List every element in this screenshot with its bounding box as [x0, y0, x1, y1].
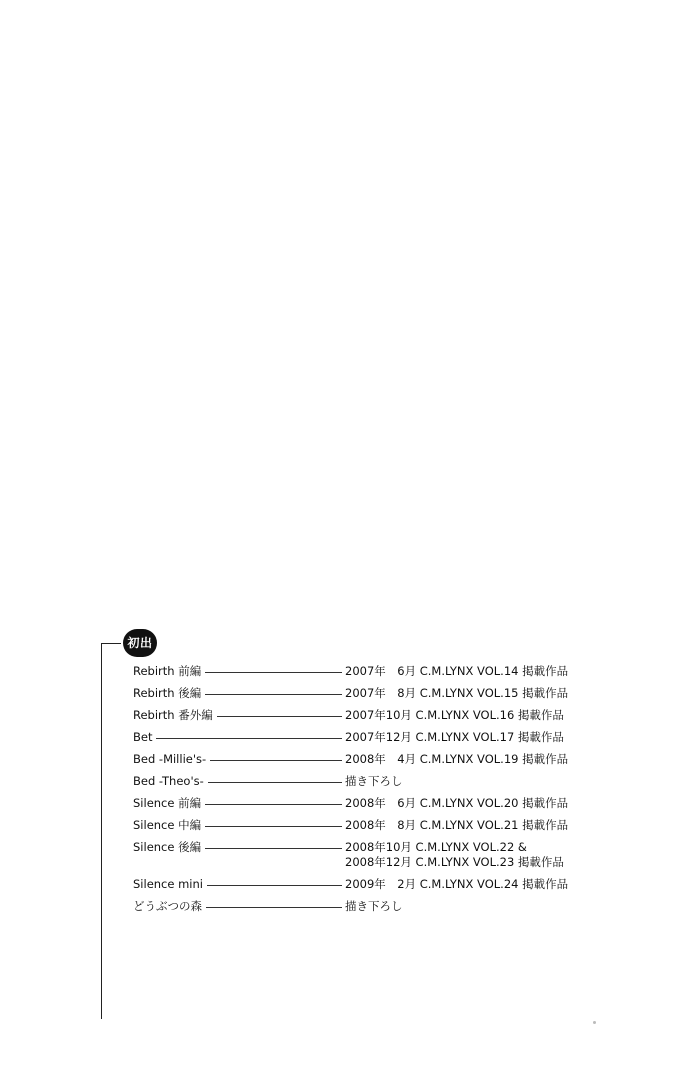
- publication-info: [345, 899, 573, 914]
- leader-line: [205, 848, 342, 849]
- work-title: Rebirth 後編: [133, 686, 202, 700]
- publication-entry: [133, 752, 573, 767]
- first-publication-heading: 初出: [123, 629, 157, 657]
- work-title: Bet: [133, 730, 153, 744]
- publication-info-line: 2008年12月 C.M.LYNX VOL.23 掲載作品: [345, 855, 564, 869]
- publication-info: [345, 774, 573, 789]
- publication-info: [345, 686, 573, 701]
- publication-entry: [133, 774, 573, 789]
- work-title: どうぶつの森: [133, 899, 202, 913]
- bracket-top-line: [101, 643, 121, 644]
- publication-list: [133, 664, 573, 921]
- publication-entry: [133, 664, 573, 679]
- work-title: Bed -Theo's-: [133, 774, 204, 788]
- leader-line: [206, 907, 342, 908]
- publication-entry: [133, 708, 573, 723]
- publication-entry: [133, 818, 573, 833]
- leader-line: [208, 782, 342, 783]
- publication-info: [345, 796, 573, 811]
- publication-info-line: 2008年 8月 C.M.LYNX VOL.21 掲載作品: [345, 818, 569, 832]
- work-title: Rebirth 番外編: [133, 708, 213, 722]
- work-title: Silence 中編: [133, 818, 202, 832]
- leader-line: [217, 716, 342, 717]
- publication-info: [345, 730, 573, 745]
- publication-info: [345, 752, 573, 767]
- work-title: Silence mini: [133, 877, 203, 891]
- publication-info: [345, 877, 573, 892]
- leader-line: [210, 760, 342, 761]
- publication-entry: [133, 899, 573, 914]
- publication-info: [345, 664, 573, 679]
- leader-line: [205, 826, 342, 827]
- publication-info-line: 2007年 8月 C.M.LYNX VOL.15 掲載作品: [345, 686, 569, 700]
- leader-line: [205, 672, 342, 673]
- bracket-line: [101, 643, 102, 1019]
- publication-entry: [133, 796, 573, 811]
- publication-entry: [133, 686, 573, 701]
- publication-entry: [133, 877, 573, 892]
- publication-info-line: 2007年 6月 C.M.LYNX VOL.14 掲載作品: [345, 664, 569, 678]
- publication-info-line: 2008年 4月 C.M.LYNX VOL.19 掲載作品: [345, 752, 569, 766]
- publication-info-line: 描き下ろし: [345, 899, 403, 913]
- publication-info-line: 2007年12月 C.M.LYNX VOL.17 掲載作品: [345, 730, 564, 744]
- leader-line: [207, 885, 342, 886]
- publication-info: [345, 708, 573, 723]
- leader-line: [205, 804, 342, 805]
- work-title: Bed -Millie's-: [133, 752, 207, 766]
- publication-info-line: 2007年10月 C.M.LYNX VOL.16 掲載作品: [345, 708, 564, 722]
- work-title: Silence 後編: [133, 840, 202, 854]
- leader-line: [205, 694, 342, 695]
- leader-line: [156, 738, 342, 739]
- publication-info: [345, 840, 573, 870]
- publication-info-line: 2009年 2月 C.M.LYNX VOL.24 掲載作品: [345, 877, 569, 891]
- work-title: Silence 前編: [133, 796, 202, 810]
- page-mark: [593, 1021, 596, 1024]
- work-title: Rebirth 前編: [133, 664, 202, 678]
- publication-info: [345, 818, 573, 833]
- publication-info-line: 描き下ろし: [345, 774, 403, 788]
- publication-info-line: 2008年10月 C.M.LYNX VOL.22 &: [345, 840, 527, 854]
- publication-entry: [133, 730, 573, 745]
- publication-info-line: 2008年 6月 C.M.LYNX VOL.20 掲載作品: [345, 796, 569, 810]
- publication-entry: [133, 840, 573, 870]
